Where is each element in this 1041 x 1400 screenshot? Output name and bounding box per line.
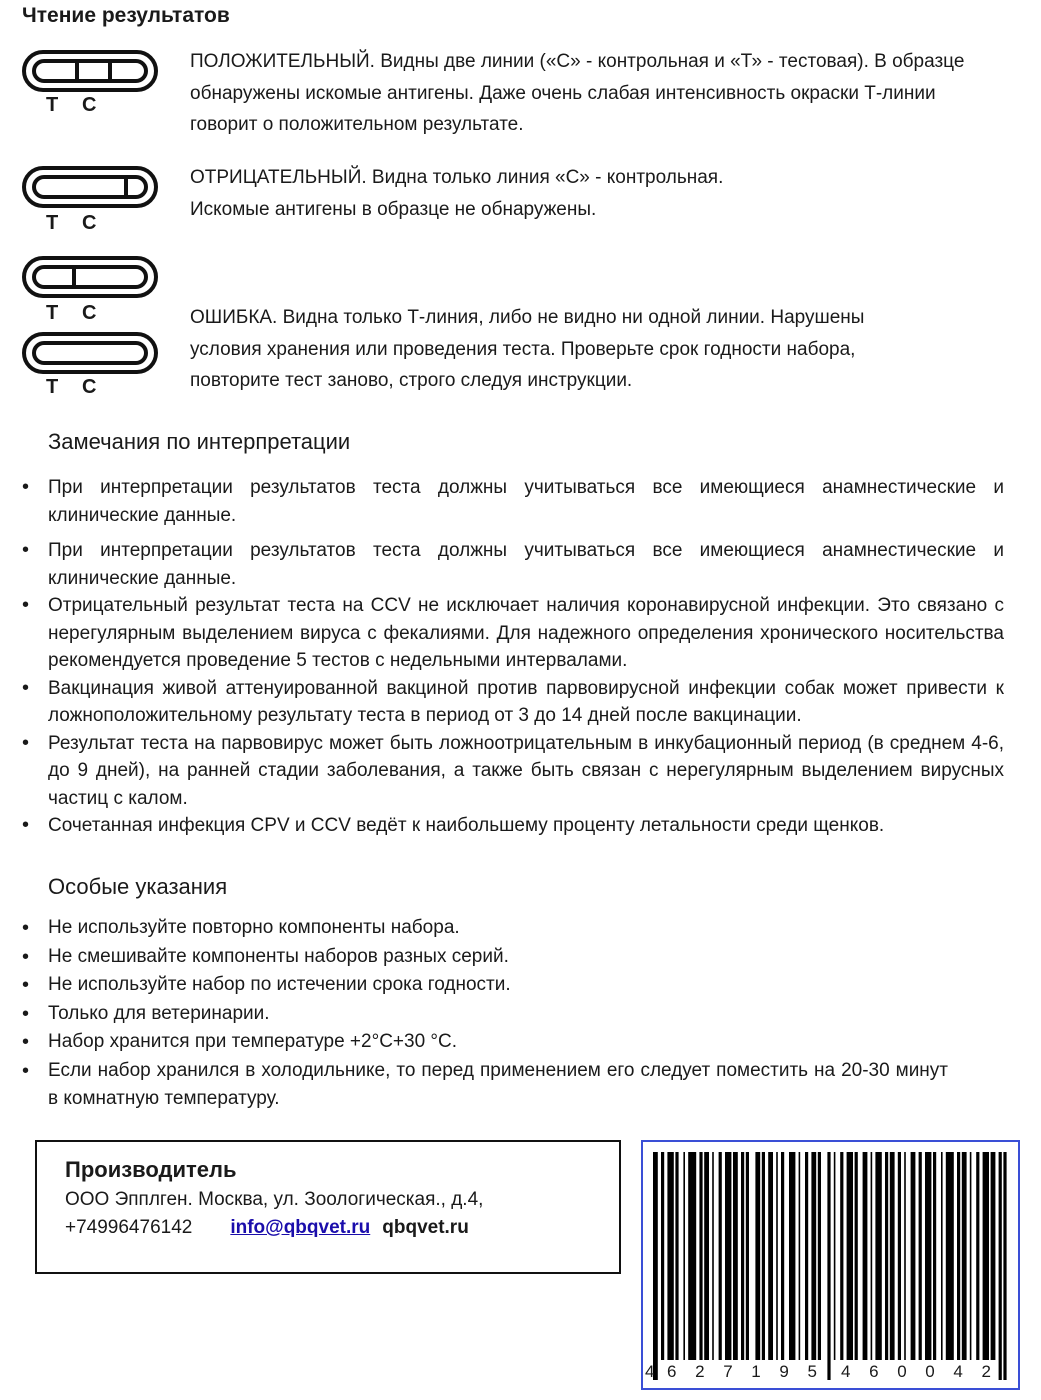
barcode-right-digits: 4 6 0 0 4 2 [841, 1362, 991, 1381]
c-label: C [82, 212, 97, 234]
barcode-bar [653, 1152, 658, 1380]
manufacturer-contacts [65, 1214, 591, 1242]
barcode-bar [741, 1152, 744, 1360]
barcode-bar [719, 1152, 722, 1360]
barcode-bar [911, 1152, 916, 1360]
special-list [22, 914, 1004, 1114]
barcode-bar [898, 1152, 901, 1360]
barcode-bar [827, 1152, 830, 1380]
barcode-bar [776, 1152, 778, 1360]
barcode-bar [875, 1152, 881, 1360]
t-label: T [46, 376, 59, 398]
special-heading: Особые указания [48, 874, 228, 899]
barcode-bar [1003, 1152, 1006, 1380]
t-label: T [46, 302, 59, 324]
barcode-left-digits: 6 2 7 1 9 5 [667, 1362, 817, 1381]
c-label: C [82, 94, 97, 116]
t-label: T [46, 212, 59, 234]
c-label: C [82, 376, 97, 398]
email-link[interactable]: info@qbqvet.ru [230, 1217, 371, 1238]
list-item: • Только для ветеринарии. [22, 1000, 1004, 1029]
tc-labels-4 [46, 376, 126, 399]
tc-labels-2 [46, 212, 126, 235]
barcode-bar [863, 1152, 868, 1360]
barcode-bar [976, 1152, 979, 1360]
barcode-bar [999, 1152, 1002, 1380]
cassette-negative-icon [22, 166, 158, 208]
barcode-bar [818, 1152, 821, 1360]
result-error-text: ОШИБКА. Видна только Т-линия, либо не видно ни одной линии. Нарушены условия хранения или проведения теста. Проверьте срок годности набора, повторите тест заново, строго следуя инструкции. [190, 307, 865, 391]
manufacturer-box [35, 1140, 621, 1274]
barcode-bar [661, 1152, 664, 1360]
manufacturer-heading: Производитель [65, 1157, 237, 1182]
notes-heading: Замечания по интерпретации [48, 429, 351, 454]
barcode-bar [805, 1152, 808, 1360]
tc-labels-1 [46, 94, 126, 117]
barcode-bar [667, 1152, 673, 1360]
barcode-bar [847, 1152, 853, 1360]
website-text: qbqvet.ru [382, 1217, 469, 1238]
barcode-bar [704, 1152, 709, 1360]
barcode-bar [811, 1152, 816, 1360]
list-item: • Если набор хранился в холодильнике, то перед применением его следует поместить на 20-30 минут в комнатную температуру. [22, 1057, 948, 1114]
barcode-bar [983, 1152, 989, 1360]
list-item: • Не используйте повторно компоненты набора. [22, 914, 1004, 943]
t-label: T [46, 94, 59, 116]
barcode-bar [991, 1152, 996, 1360]
barcode-bar [919, 1152, 922, 1360]
barcode [641, 1140, 1020, 1390]
c-label: C [82, 302, 97, 324]
barcode-bar [890, 1152, 895, 1360]
list-item: • Отрицательный результат теста на CCV не исключает наличия коронавирусной инфекции. Это связано с нерегулярным выделением вируса с фекалиями. Для надежного определения хронического носительства рекомендуется проведение 5 тестов с недельными интервалами. [22, 592, 1004, 675]
barcode-bar [712, 1152, 714, 1360]
barcode-bar [855, 1152, 858, 1360]
barcode-bar [957, 1152, 960, 1360]
result-negative-text: ОТРИЦАТЕЛЬНЫЙ. Видна только линия «С» - контрольная. Искомые антигены в образце не обнаружены. [190, 167, 724, 220]
barcode-bar [683, 1152, 685, 1360]
list-item: • Сочетанная инфекция CPV и CCV ведёт к наибольшему проценту летальности среди щенков. [22, 812, 1004, 840]
barcode-bar [768, 1152, 773, 1360]
barcode-bar [904, 1152, 906, 1360]
barcode-bar [840, 1152, 843, 1360]
manufacturer-address: ООО Эпплген. Москва, ул. Зоологическая., д.4, [65, 1189, 484, 1210]
barcode-bar [962, 1152, 967, 1360]
barcode-bar [941, 1152, 943, 1360]
barcode-first-digit: 4 [645, 1362, 655, 1381]
cassette-error-empty-icon [22, 332, 158, 374]
list-item: • При интерпретации результатов теста должны учитываться все имеющиеся анамнестические и клинические данные. [22, 537, 1004, 592]
manufacturer-phone: +74996476142 [65, 1217, 193, 1238]
barcode-bar [885, 1152, 888, 1360]
barcode-bar [725, 1152, 731, 1360]
barcode-bar [834, 1152, 836, 1360]
list-item: • Набор хранится при температуре +2°С+30 °С. [22, 1028, 1004, 1057]
barcode-bar [925, 1152, 931, 1360]
page-title: Чтение результатов [22, 4, 230, 27]
barcode-bar [933, 1152, 936, 1360]
barcode-bar [699, 1152, 702, 1360]
barcode-bar [970, 1152, 972, 1360]
list-item: • При интерпретации результатов теста должны учитываться все имеющиеся анамнестические и клинические данные. [22, 474, 1004, 529]
barcode-bar [799, 1152, 801, 1360]
list-item: • Результат теста на парвовирус может быть ложноотрицательным в инкубационный период (в среднем 4-6, до 9 дней), на ранней стадии заболевания, а также быть связан с нерегулярным выделением вирусных частиц с калом. [22, 730, 1004, 813]
barcode-bars [643, 1142, 1018, 1388]
tc-labels-3 [46, 302, 126, 325]
barcode-bar [762, 1152, 765, 1360]
barcode-bar [946, 1152, 954, 1360]
barcode-bar [871, 1152, 873, 1360]
barcode-bar [755, 1152, 760, 1360]
barcode-bar [733, 1152, 738, 1360]
list-item: • Не смешивайте компоненты наборов разных серий. [22, 943, 1004, 972]
cassette-error-t-icon [22, 256, 158, 298]
notes-list [22, 474, 1004, 840]
barcode-bar [746, 1152, 749, 1360]
barcode-bar [789, 1152, 795, 1360]
barcode-bar [688, 1152, 696, 1360]
list-item: • Не используйте набор по истечении срока годности. [22, 971, 1004, 1000]
cassette-positive-icon [22, 50, 158, 92]
barcode-bar [675, 1152, 678, 1360]
list-item: • Вакцинация живой аттенуированной вакциной против парвовирусной инфекции собак может привести к ложноположительному результату теста в период от 3 до 14 дней после вакцинации. [22, 675, 1004, 730]
result-positive-text: ПОЛОЖИТЕЛЬНЫЙ. Видны две линии («С» - контрольная и «Т» - тестовая). В образце обнаружены искомые антигены. Даже очень слабая интенсивность окраски Т-линии говорит о положительном результате. [190, 51, 965, 135]
barcode-bar [781, 1152, 784, 1360]
